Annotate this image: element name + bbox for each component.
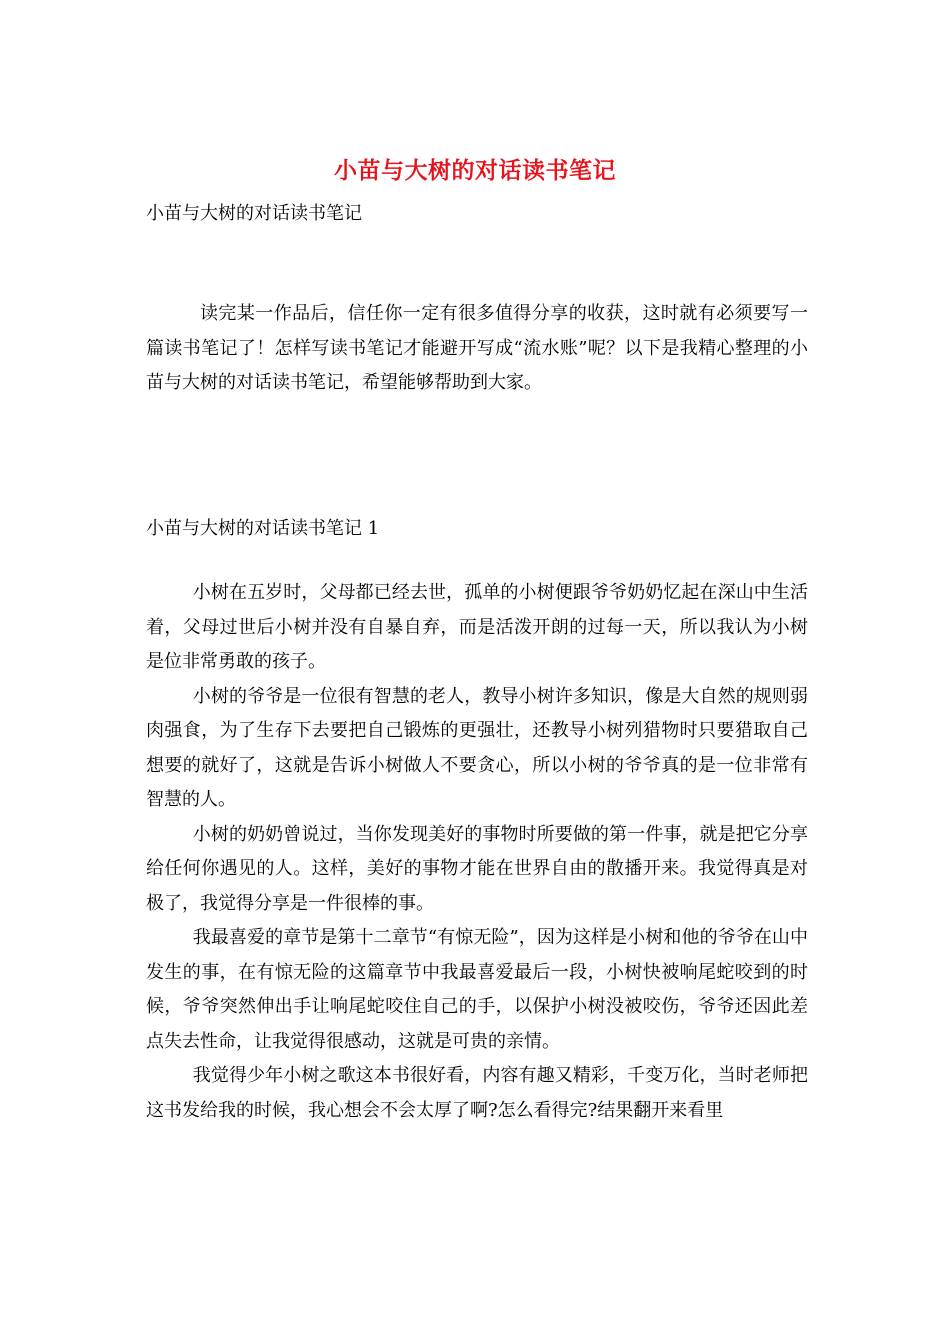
document-title: 小苗与大树的对话读书笔记: [334, 157, 616, 184]
body-paragraph: 小树在五岁时，父母都已经去世，孤单的小树便跟爷爷奶奶忆起在深山中生活着，父母过世后小树并没有自暴自弃，而是活泼开朗的过每一天，所以我认为小树是位非常勇敢的孩子。: [146, 582, 808, 672]
body-paragraph: 我最喜爱的章节是第十二章节“有惊无险”，因为这样是小树和他的爷爷在山中发生的事，在有惊无险的这篇章节中我最喜爱最后一段，小树快被响尾蛇咬到的时候，爷爷突然伸出手让响尾蛇咬住自己的手，以保护小树没被咬伤，爷爷还因此差点失去性命，让我觉得很感动，这就是可贵的亲情。: [146, 927, 808, 1052]
section-heading: 小苗与大树的对话读书笔记 1: [146, 518, 380, 539]
intro-paragraph: 读完某一作品后，信任你一定有很多值得分享的收获，这时就有必须要写一篇读书笔记了！怎样写读书笔记才能避开写成“流水账”呢？以下是我精心整理的小苗与大树的对话读书笔记，希望能够帮助到大家。: [146, 303, 808, 393]
body-paragraph: 小树的爷爷是一位很有智慧的老人，教导小树许多知识，像是大自然的规则弱肉强食，为了生存下去要把自己锻炼的更强壮，还教导小树列猎物时只要猎取自己想要的就好了，这就是告诉小树做人不要贪心，所以小树的爷爷真的是一位非常有智慧的人。: [146, 685, 808, 810]
body-paragraph: 小树的奶奶曾说过，当你发现美好的事物时所要做的第一件事，就是把它分享给任何你遇见的人。这样，美好的事物才能在世界自由的散播开来。我觉得真是对极了，我觉得分享是一件很棒的事。: [146, 823, 808, 914]
body-text: [146, 576, 808, 1128]
document-subtitle: 小苗与大树的对话读书笔记: [146, 203, 362, 224]
body-paragraph: 我觉得少年小树之歌这本书很好看，内容有趣又精彩，千变万化，当时老师把这书发给我的时候，我心想会不会太厚了啊?怎么看得完?结果翻开来看里: [146, 1065, 808, 1121]
